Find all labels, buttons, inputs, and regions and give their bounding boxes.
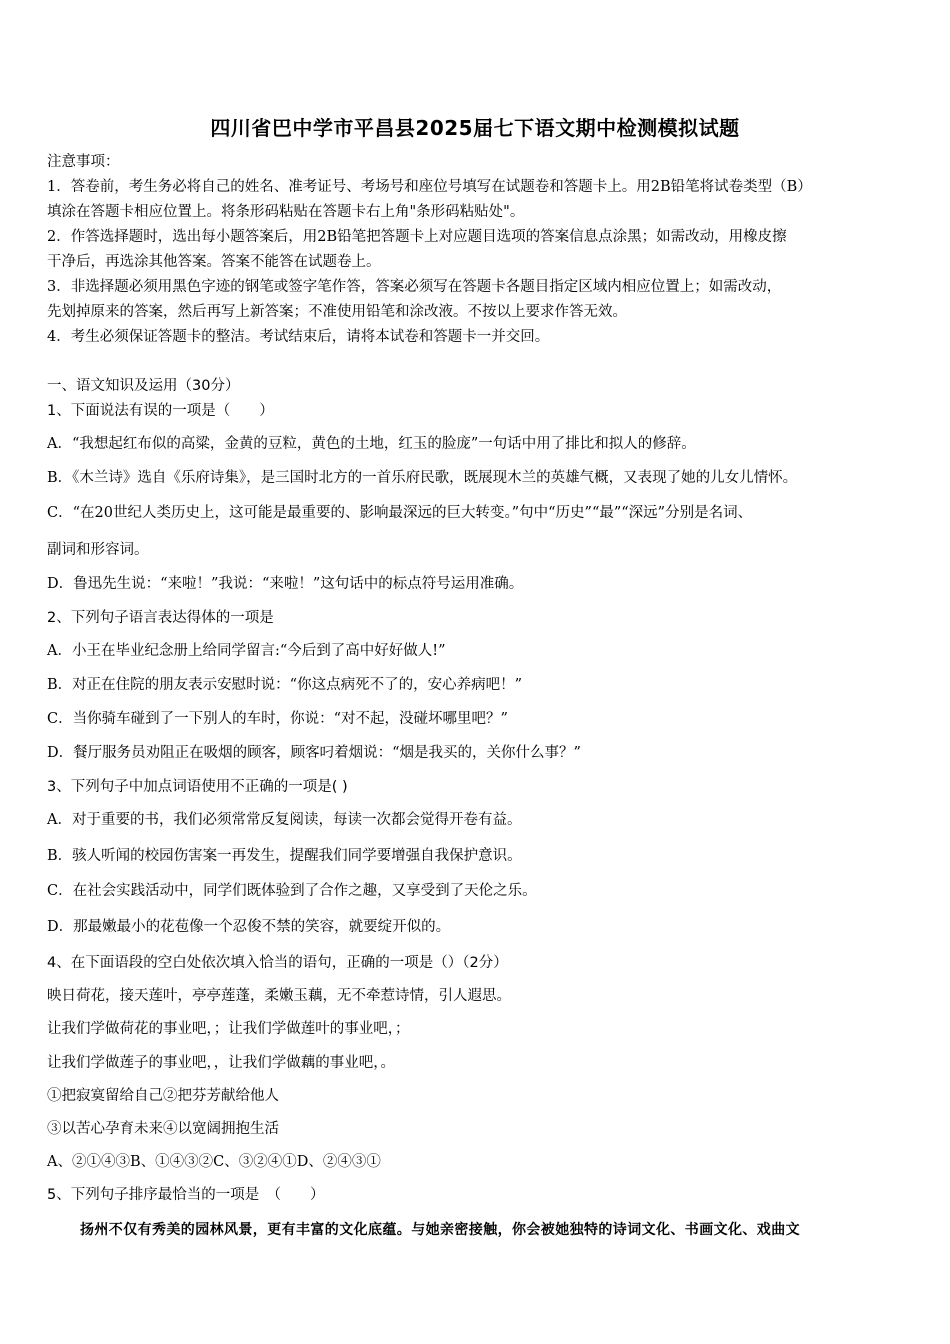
question-2-stem: 2、下列句子语言表达得体的一项是 <box>47 610 274 626</box>
section-heading: 一、语文知识及运用（30分） <box>47 378 240 394</box>
question-1-stem: 1、下面说法有误的一项是（ ） <box>47 403 274 419</box>
question-5-passage: 扬州不仅有秀美的园林风景，更有丰富的文化底蕴。与她亲密接触，你会被她独特的诗词文化、书画文化、戏曲文 <box>80 1222 800 1238</box>
question-4-option-line: ③以苦心孕育未来④以宽阔拥抱生活 <box>47 1121 279 1137</box>
notice-heading: 注意事项： <box>47 154 120 170</box>
question-5-stem: 5、下列句子排序最恰当的一项是 （ ） <box>47 1187 325 1203</box>
question-4-option-line: ①把寂寞留给自己②把芬芳献给他人 <box>47 1088 279 1104</box>
question-1-option-b: B．《木兰诗》选自《乐府诗集》，是三国时北方的一首乐府民歌，既展现木兰的英雄气概，又表现了她的儿女儿情怀。 <box>47 470 798 486</box>
question-1-option-c-cont: 副词和形容词。 <box>47 542 149 558</box>
question-2-option-d: D．餐厅服务员劝阻正在吸烟的顾客，顾客叼着烟说：“烟是我买的，关你什么事？” <box>47 745 581 761</box>
exam-title: 四川省巴中学市平昌县2025届七下语文期中检测模拟试题 <box>210 116 740 140</box>
question-3-option-c: C．在社会实践活动中，同学们既体验到了合作之趣，又享受到了天伦之乐。 <box>47 883 537 899</box>
notice-line: 3．非选择题必须用黑色字迹的钢笔或签字笔作答，答案必须写在答题卡各题目指定区域内相应位置上；如需改动， <box>47 279 782 295</box>
question-3-option-b: B．骇人听闻的校园伤害案一再发生，提醒我们同学要增强自我保护意识。 <box>47 848 522 864</box>
question-3-option-a: A．对于重要的书，我们必须常常反复阅读，每读一次都会觉得开卷有益。 <box>47 812 522 828</box>
question-1-option-c: C．“在20世纪人类历史上，这可能是最重要的、影响最深远的巨大转变。”句中“历史”“最”“深远”分别是名词、 <box>47 505 753 521</box>
question-1-option-a: A．“我想起红布似的高粱，金黄的豆粒，黄色的土地，红玉的脸庞”一句话中用了排比和拟人的修辞。 <box>47 436 696 452</box>
question-2-option-b: B．对正在住院的朋友表示安慰时说：“你这点病死不了的，安心养病吧！” <box>47 677 522 693</box>
notice-line: 先划掉原来的答案，然后再写上新答案；不准使用铅笔和涂改液。不按以上要求作答无效。 <box>47 304 627 320</box>
notice-line: 填涂在答题卡相应位置上。将条形码粘贴在答题卡右上角"条形码粘贴处"。 <box>47 204 525 220</box>
question-4-choices: A、②①④③B、①④③②C、③②④①D、②④③① <box>47 1154 381 1170</box>
question-3-option-d: D．那最嫩最小的花苞像一个忍俊不禁的笑容，就要绽开似的。 <box>47 919 451 935</box>
question-4-passage-line: 让我们学做荷花的事业吧，；让我们学做莲叶的事业吧，； <box>47 1021 410 1037</box>
question-2-option-c: C．当你骑车碰到了一下别人的车时，你说：“对不起，没碰坏哪里吧？” <box>47 711 508 727</box>
question-1-option-d: D．鲁迅先生说：“来啦！”我说：“来啦！”这句话中的标点符号运用准确。 <box>47 576 524 592</box>
question-3-stem: 3、下列句子中加点词语使用不正确的一项是( ) <box>47 779 348 795</box>
notice-line: 2．作答选择题时，选出每小题答案后，用2B铅笔把答题卡上对应题目选项的答案信息点涂黑；如需改动，用橡皮擦 <box>47 229 787 245</box>
question-4-passage-line: 让我们学做莲子的事业吧，，让我们学做藕的事业吧，。 <box>47 1055 395 1071</box>
question-4-stem: 4、在下面语段的空白处依次填入恰当的语句，正确的一项是（）（2分） <box>47 955 508 971</box>
notice-line: 1．答卷前，考生务必将自己的姓名、准考证号、考场号和座位号填写在试题卷和答题卡上。用2B铅笔将试卷类型（B） <box>47 179 812 195</box>
notice-line: 干净后，再选涂其他答案。答案不能答在试题卷上。 <box>47 254 381 270</box>
notice-line: 4．考生必须保证答题卡的整洁。考试结束后，请将本试卷和答题卡一并交回。 <box>47 329 550 345</box>
question-2-option-a: A．小王在毕业纪念册上给同学留言:“今后到了高中好好做人!” <box>47 643 446 659</box>
question-4-passage-line: 映日荷花，接天莲叶，亭亭莲蓬，柔嫩玉藕，无不牵惹诗情，引人遐思。 <box>47 988 511 1004</box>
